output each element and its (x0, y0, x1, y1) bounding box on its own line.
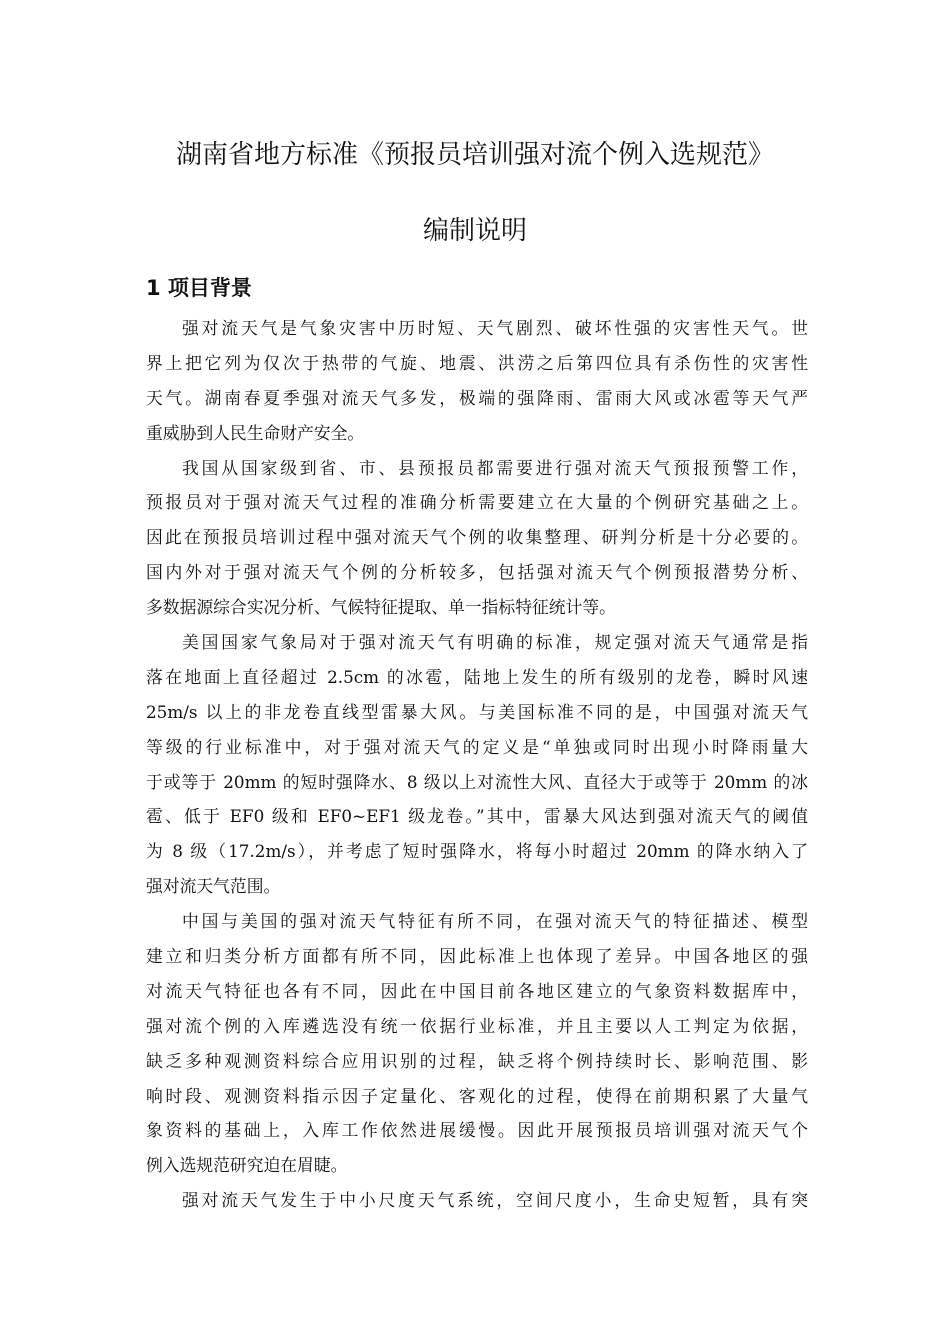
paragraph (146, 311, 808, 451)
text-line: 多数据源综合实况分析、气候特征提取、单一指标特征统计等。 (146, 597, 616, 618)
text-line: 国内外对于强对流天气个例的分析较多，包括强对流天气个例预报潜势分析、 (146, 562, 808, 583)
text-line: 天气。湖南春夏季强对流天气多发，极端的强降雨、雷雨大风或冰雹等天气严 (146, 387, 808, 408)
text-line: 界上把它列为仅次于热带的气旋、地震、洪涝之后第四位具有杀伤性的灾害性 (146, 352, 808, 373)
text-line: 25m/s 以上的非龙卷直线型雷暴大风。与美国标准不同的是，中国强对流天气 (146, 701, 808, 722)
text-line: 缺乏多种观测资料综合应用识别的过程，缺乏将个例持续时长、影响范围、影 (146, 1050, 808, 1071)
paragraph (146, 904, 808, 1183)
text-line: 象资料的基础上，入库工作依然进展缓慢。因此开展预报员培训强对流天气个 (146, 1120, 808, 1141)
text-line: 响时段、观测资料指示因子定量化、客观化的过程，使得在前期积累了大量气 (146, 1085, 808, 1106)
text-line: 我国从国家级到省、市、县预报员都需要进行强对流天气预报预警工作， (182, 457, 808, 478)
text-line: 强对流天气是气象灾害中历时短、天气剧烈、破坏性强的灾害性天气。世 (182, 318, 808, 338)
paragraph (146, 451, 808, 625)
text-line: 落在地面上直径超过 2.5cm 的冰雹，陆地上发生的所有级别的龙卷，瞬时风速 (146, 666, 808, 687)
text-line: 美国国家气象局对于强对流天气有明确的标准，规定强对流天气通常是指 (182, 632, 808, 653)
text-line: 雹、低于 EF0 级和 EF0~EF1 级龙卷。”其中，雷暴大风达到强对流天气的阈值 (146, 806, 808, 827)
text-line: 预报员对于强对流天气过程的准确分析需要建立在大量的个例研究基础之上。 (146, 492, 808, 513)
text-line: 对流天气特征也各有不同，因此在中国目前各地区建立的气象资料数据库中， (146, 980, 808, 1001)
text-line: 强对流天气发生于中小尺度天气系统，空间尺度小，生命史短暂，具有突 (182, 1190, 808, 1211)
text-line: 强对流天气范围。 (146, 876, 281, 897)
paragraph (146, 625, 808, 904)
text-line: 为 8 级（17.2m/s），并考虑了短时强降水，将每小时超过 20mm 的降水纳入了 (146, 841, 808, 862)
text-line: 建立和归类分析方面都有所不同，因此标准上也体现了差异。中国各地区的强 (146, 946, 808, 967)
body-text (146, 311, 808, 1218)
text-line: 重威胁到人民生命财产安全。 (146, 422, 365, 443)
text-line: 于或等于 20mm 的短时强降水、8 级以上对流性大风、直径大于或等于 20mm 的冰 (146, 771, 808, 792)
document-subtitle: 编制说明 (422, 216, 527, 246)
paragraph (146, 1183, 808, 1218)
text-line: 因此在预报员培训过程中强对流天气个例的收集整理、研判分析是十分必要的。 (146, 527, 808, 548)
section-heading: 1 项目背景 (146, 276, 252, 300)
document-title: 湖南省地方标准《预报员培训强对流个例入选规范》 (175, 140, 774, 170)
text-line: 例入选规范研究迫在眉睫。 (146, 1155, 348, 1176)
text-line: 中国与美国的强对流天气特征有所不同，在强对流天气的特征描述、模型 (182, 911, 808, 932)
text-line: 强对流个例的入库遴选没有统一依据行业标准，并且主要以人工判定为依据， (146, 1015, 808, 1036)
text-line: 等级的行业标准中，对于强对流天气的定义是“单独或同时出现小时降雨量大 (146, 736, 808, 757)
